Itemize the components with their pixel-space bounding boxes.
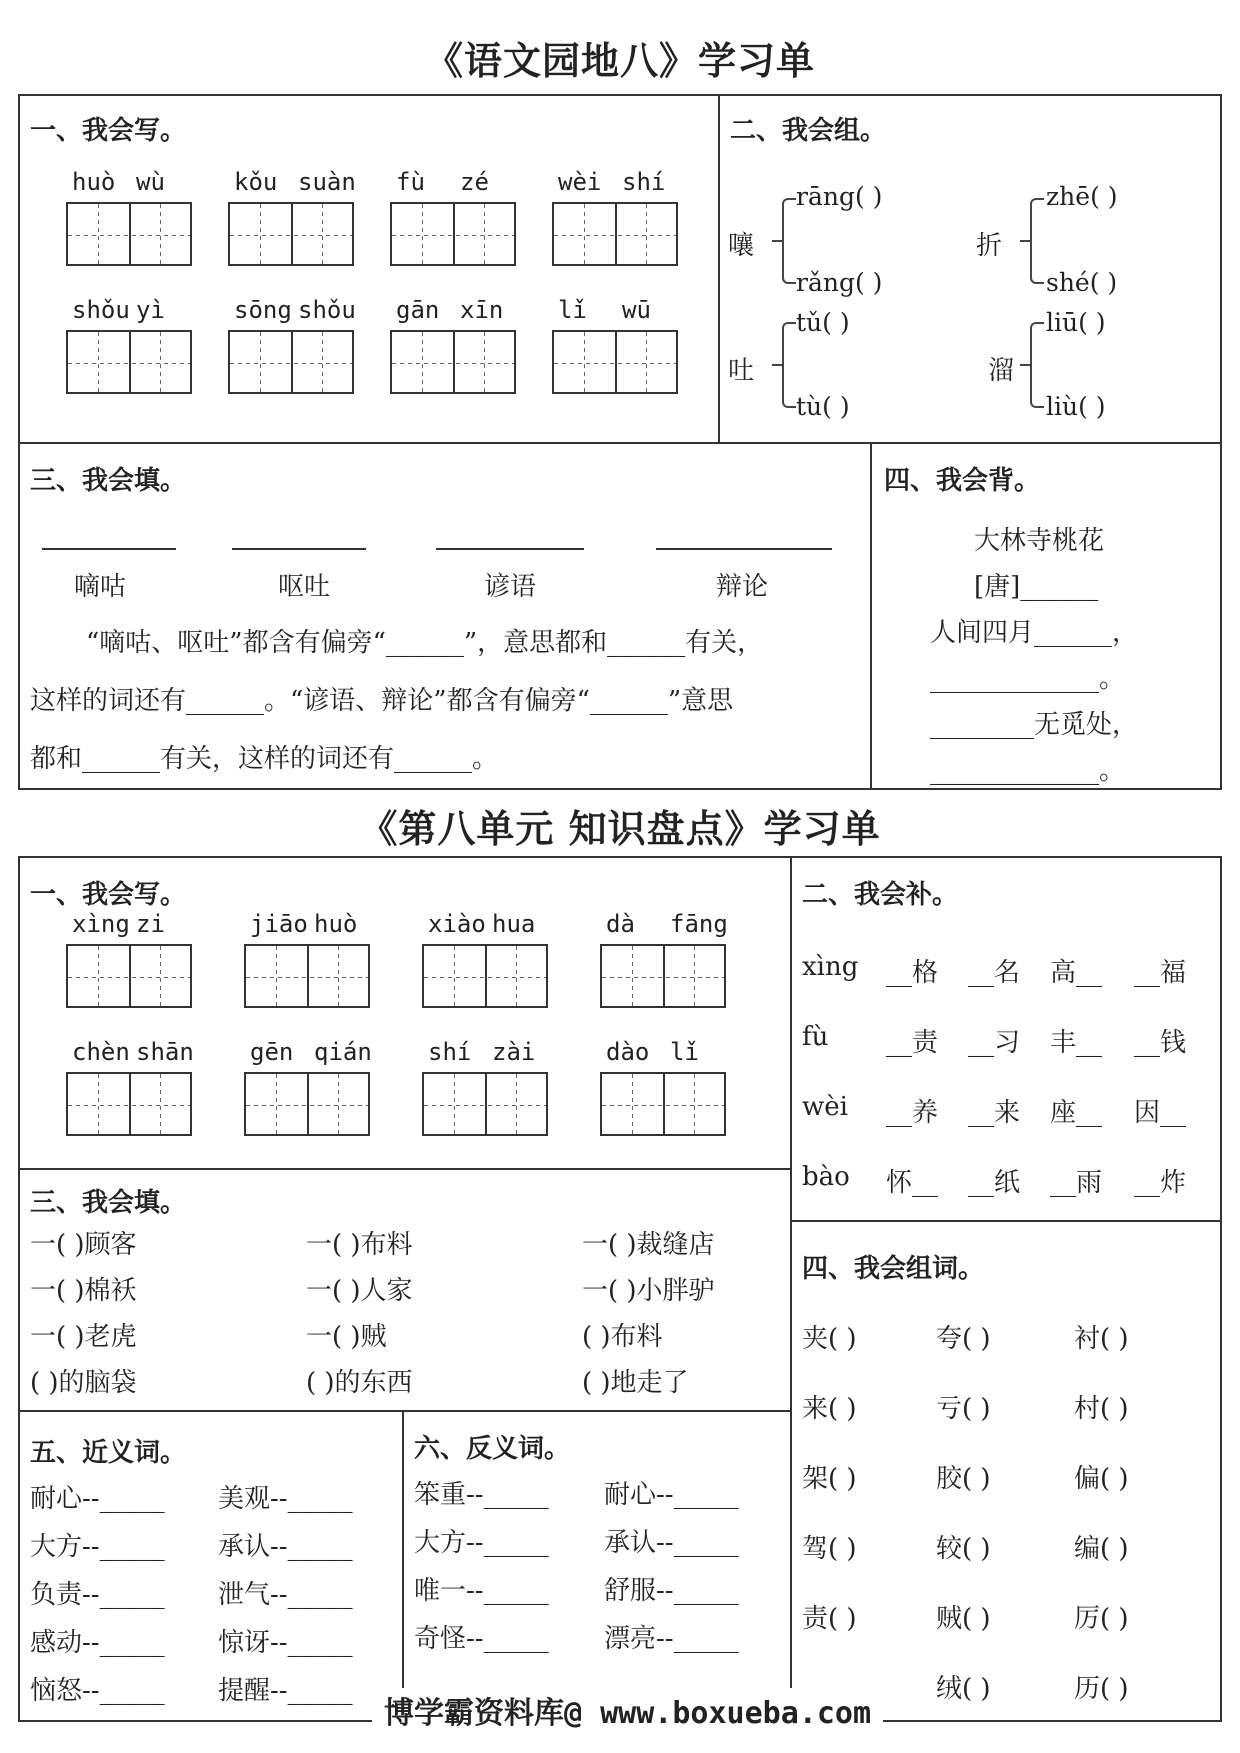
fill-char[interactable]: __炸	[1134, 1168, 1187, 1198]
pinyin-syllable: gēn	[250, 1038, 294, 1066]
fill-text: “嘀咕、呕吐”都含有偏旁“______”，意思都和______有关，	[86, 628, 764, 658]
antonym-item[interactable]: 承认--_____	[604, 1528, 739, 1558]
pinyin-syllable: jiāo	[250, 910, 308, 938]
pinyin-syllable: fù	[396, 168, 425, 196]
page-title-2: 《第八单元 知识盘点》学习单	[359, 806, 881, 851]
synonym-item[interactable]: 承认--_____	[218, 1532, 353, 1562]
fill-text: 这样的词还有______。“谚语、辩论”都含有偏旁“______”意思	[30, 686, 734, 716]
word: 呕吐	[278, 572, 331, 602]
section-heading: 一、我会写。	[30, 116, 187, 146]
pinyin-syllable: shí	[428, 1038, 472, 1066]
fill-char[interactable]: __格	[886, 958, 939, 988]
group-answer[interactable]: liù( )	[1046, 392, 1106, 421]
measure-word-item[interactable]: 一( )棉袄	[30, 1276, 137, 1306]
writing-grid[interactable]	[422, 1072, 548, 1136]
writing-grid[interactable]	[600, 944, 726, 1008]
pinyin-label: wèi	[802, 1092, 848, 1122]
word-group-item[interactable]: 夸( )	[936, 1324, 991, 1354]
writing-grid[interactable]	[552, 202, 678, 266]
synonym-item[interactable]: 恼怒--_____	[30, 1676, 165, 1706]
antonym-item[interactable]: 耐心--_____	[604, 1480, 739, 1510]
measure-word-item[interactable]: 一( )人家	[306, 1276, 413, 1306]
measure-word-item[interactable]: ( )布料	[582, 1322, 663, 1352]
measure-word-item[interactable]: 一( )老虎	[30, 1322, 137, 1352]
fill-char[interactable]: 怀__	[886, 1168, 939, 1198]
section-heading: 四、我会背。	[884, 466, 1041, 496]
synonym-item[interactable]: 提醒--_____	[218, 1676, 353, 1706]
brace-icon	[1020, 240, 1030, 242]
divider	[718, 94, 720, 442]
writing-grid[interactable]	[228, 202, 354, 266]
writing-grid[interactable]	[66, 330, 192, 394]
blank-line[interactable]	[232, 548, 366, 550]
fill-char[interactable]: __来	[968, 1098, 1021, 1128]
fill-char[interactable]: 丰__	[1050, 1028, 1103, 1058]
writing-grid[interactable]	[228, 330, 354, 394]
word-group-item[interactable]: 来( )	[802, 1394, 857, 1424]
fill-char[interactable]: 座__	[1050, 1098, 1103, 1128]
pinyin-label: fù	[802, 1022, 829, 1052]
measure-word-item[interactable]: ( )地走了	[582, 1368, 689, 1398]
pinyin-syllable: dào	[606, 1038, 650, 1066]
section-heading: 二、我会补。	[802, 880, 959, 910]
word-group-item[interactable]: 架( )	[802, 1464, 857, 1494]
group-answer[interactable]: rǎng( )	[796, 268, 883, 297]
brace-icon	[1030, 322, 1044, 408]
writing-grid[interactable]	[66, 1072, 192, 1136]
page-title-1: 《语文园地八》学习单	[424, 38, 815, 83]
divider	[18, 1410, 790, 1412]
synonym-item[interactable]: 大方--_____	[30, 1532, 165, 1562]
fill-char[interactable]: 因__	[1134, 1098, 1187, 1128]
fill-char[interactable]: 高__	[1050, 958, 1103, 988]
word-group-item[interactable]: 厉( )	[1074, 1604, 1129, 1634]
brace-icon	[782, 322, 796, 408]
measure-word-item[interactable]: ( )的东西	[306, 1368, 413, 1398]
pinyin-syllable: yì	[136, 296, 165, 324]
word: 辩论	[716, 572, 769, 602]
measure-word-item[interactable]: ( )的脑袋	[30, 1368, 137, 1398]
word-group-item[interactable]: 偏( )	[1074, 1464, 1129, 1494]
measure-word-item[interactable]: 一( )小胖驴	[582, 1276, 715, 1306]
word-group-item[interactable]: 夹( )	[802, 1324, 857, 1354]
divider	[402, 1410, 404, 1722]
writing-grid[interactable]	[390, 330, 516, 394]
pinyin-syllable: wū	[622, 296, 651, 324]
measure-word-item[interactable]: 一( )裁缝店	[582, 1230, 715, 1260]
measure-word-item[interactable]: 一( )贼	[306, 1322, 387, 1352]
poem-author: [唐]______	[974, 572, 1099, 602]
pinyin-syllable: xīn	[460, 296, 504, 324]
pinyin-syllable: xìng	[72, 910, 130, 938]
section-heading: 二、我会组。	[730, 116, 887, 146]
synonym-item[interactable]: 惊讶--_____	[218, 1628, 353, 1658]
writing-grid[interactable]	[66, 202, 192, 266]
section-heading: 四、我会组词。	[802, 1254, 985, 1284]
pinyin-syllable: lǐ	[670, 1038, 699, 1066]
antonym-item[interactable]: 奇怪--_____	[414, 1624, 549, 1654]
pinyin-syllable: zé	[460, 168, 489, 196]
antonym-item[interactable]: 舒服--_____	[604, 1576, 739, 1606]
synonym-item[interactable]: 负责--_____	[30, 1580, 165, 1610]
pinyin-syllable: xiào	[428, 910, 486, 938]
fill-char[interactable]: __习	[968, 1028, 1021, 1058]
synonym-item[interactable]: 泄气--_____	[218, 1580, 353, 1610]
word-group-item[interactable]: 村( )	[1074, 1394, 1129, 1424]
word-group-item[interactable]: 历( )	[1074, 1674, 1129, 1704]
pinyin-syllable: lǐ	[558, 296, 587, 324]
poem-line: 人间四月______，	[930, 618, 1139, 648]
word-group-item[interactable]: 绒( )	[936, 1674, 991, 1704]
divider	[18, 1168, 790, 1170]
writing-grid[interactable]	[244, 944, 370, 1008]
brace-icon	[1030, 198, 1044, 284]
blank-line[interactable]	[436, 548, 584, 550]
pinyin-syllable: chèn	[72, 1038, 130, 1066]
antonym-item[interactable]: 大方--_____	[414, 1528, 549, 1558]
section-heading: 三、我会填。	[30, 466, 187, 496]
word-group-item[interactable]: 较( )	[936, 1534, 991, 1564]
measure-word-item[interactable]: 一( )顾客	[30, 1230, 137, 1260]
poem-line: _____________。	[930, 756, 1126, 786]
brace-icon	[1020, 364, 1030, 366]
pinyin-syllable: qián	[314, 1038, 372, 1066]
group-answer[interactable]: shé( )	[1046, 268, 1118, 297]
writing-grid[interactable]	[244, 1072, 370, 1136]
word-group-item[interactable]: 亏( )	[936, 1394, 991, 1424]
group-char: 嚷	[728, 231, 755, 261]
pinyin-syllable: shǒu	[298, 296, 356, 324]
pinyin-syllable: shān	[136, 1038, 194, 1066]
pinyin-syllable: hua	[492, 910, 536, 938]
writing-grid[interactable]	[390, 202, 516, 266]
divider	[870, 442, 872, 790]
brace-icon	[782, 198, 796, 284]
antonym-item[interactable]: 漂亮--_____	[604, 1624, 739, 1654]
pinyin-label: bào	[802, 1162, 850, 1192]
fill-text: 都和______有关，这样的词还有______。	[30, 744, 499, 774]
watermark: 博学霸资料库@ www.boxueba.com	[372, 1688, 883, 1732]
measure-word-item[interactable]: 一( )布料	[306, 1230, 413, 1260]
poem-line: _____________。	[930, 664, 1126, 694]
divider	[790, 856, 792, 1722]
group-char: 吐	[728, 356, 755, 386]
section-heading: 三、我会填。	[30, 1188, 187, 1218]
pinyin-syllable: fāng	[670, 910, 728, 938]
fill-char[interactable]: __钱	[1134, 1028, 1187, 1058]
fill-char[interactable]: __责	[886, 1028, 939, 1058]
word-group-item[interactable]: 编( )	[1074, 1534, 1129, 1564]
pinyin-label: xìng	[802, 952, 859, 982]
divider	[790, 1220, 1222, 1222]
pinyin-syllable: sōng	[234, 296, 292, 324]
divider	[18, 442, 1222, 444]
fill-char[interactable]: __名	[968, 958, 1021, 988]
fill-char[interactable]: __雨	[1050, 1168, 1103, 1198]
fill-char[interactable]: __福	[1134, 958, 1187, 988]
blank-line[interactable]	[656, 548, 832, 550]
group-answer[interactable]: liū( )	[1046, 308, 1106, 337]
antonym-item[interactable]: 唯一--_____	[414, 1576, 549, 1606]
brace-icon	[772, 240, 782, 242]
group-answer[interactable]: rāng( )	[796, 182, 883, 211]
pinyin-syllable: gān	[396, 296, 440, 324]
pinyin-syllable: shí	[622, 168, 666, 196]
group-char: 折	[976, 231, 1003, 261]
pinyin-syllable: shǒu	[72, 296, 130, 324]
pinyin-syllable: zài	[492, 1038, 536, 1066]
writing-grid[interactable]	[600, 1072, 726, 1136]
synonym-item[interactable]: 耐心--_____	[30, 1484, 165, 1514]
fill-char[interactable]: __养	[886, 1098, 939, 1128]
group-answer[interactable]: zhē( )	[1046, 182, 1118, 211]
pinyin-syllable: huò	[72, 168, 116, 196]
synonym-item[interactable]: 美观--_____	[218, 1484, 353, 1514]
word: 谚语	[484, 572, 537, 602]
pinyin-syllable: wèi	[558, 168, 602, 196]
group-char: 溜	[988, 356, 1015, 386]
word-group-item[interactable]: 责( )	[802, 1604, 857, 1634]
pinyin-syllable: wù	[136, 168, 165, 196]
pinyin-syllable: kǒu	[234, 168, 278, 196]
poem-title: 大林寺桃花	[974, 526, 1105, 556]
word-group-item[interactable]: 贼( )	[936, 1604, 991, 1634]
word-group-item[interactable]: 衬( )	[1074, 1324, 1129, 1354]
section-heading: 五、近义词。	[30, 1438, 187, 1468]
word-group-item[interactable]: 胶( )	[936, 1464, 991, 1494]
pinyin-syllable: dà	[606, 910, 635, 938]
synonym-item[interactable]: 感动--_____	[30, 1628, 165, 1658]
group-answer[interactable]: tù( )	[796, 392, 850, 421]
writing-grid[interactable]	[422, 944, 548, 1008]
group-answer[interactable]: tǔ( )	[796, 308, 850, 337]
section-heading: 六、反义词。	[414, 1434, 571, 1464]
word-group-item[interactable]: 驾( )	[802, 1534, 857, 1564]
pinyin-syllable: zi	[136, 910, 165, 938]
pinyin-syllable: suàn	[298, 168, 356, 196]
brace-icon	[772, 364, 782, 366]
blank-line[interactable]	[42, 548, 176, 550]
word: 嘀咕	[74, 572, 127, 602]
antonym-item[interactable]: 笨重--_____	[414, 1480, 549, 1510]
fill-char[interactable]: __纸	[968, 1168, 1021, 1198]
writing-grid[interactable]	[552, 330, 678, 394]
poem-line: ________无觅处，	[930, 710, 1139, 740]
section-heading: 一、我会写。	[30, 880, 187, 910]
pinyin-syllable: huò	[314, 910, 358, 938]
writing-grid[interactable]	[66, 944, 192, 1008]
